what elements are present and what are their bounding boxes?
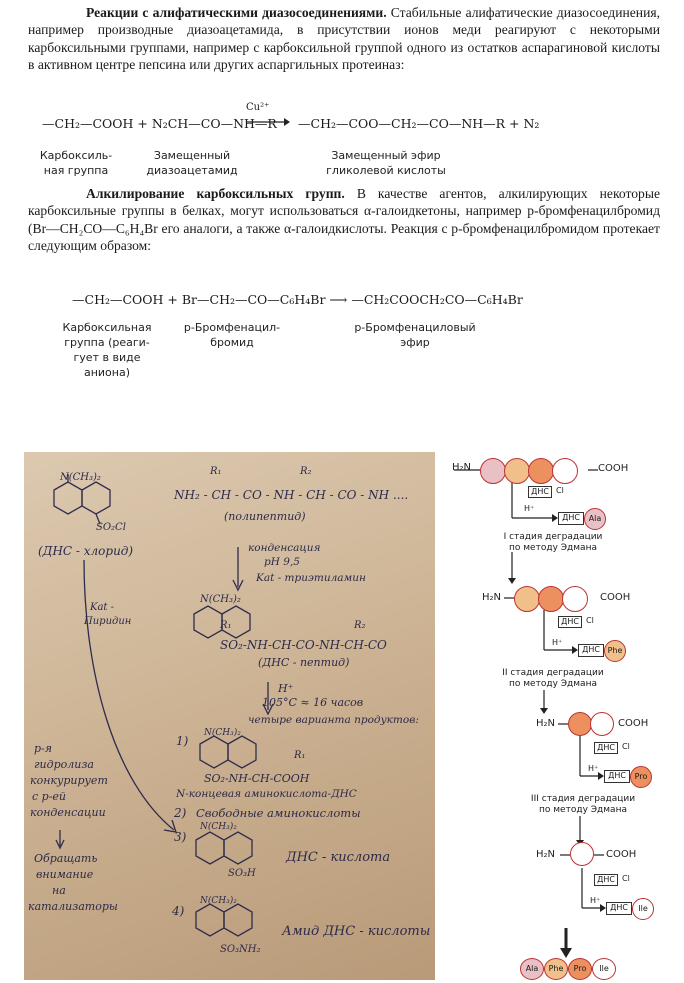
hw-product1: SO₂-NH-CH-COOH — [204, 772, 310, 785]
equation1-arrow — [244, 116, 290, 128]
eq2-caption-bromide-line1: p-Бромфенацил- — [183, 321, 281, 334]
hw-num-3: 3) — [174, 830, 187, 844]
hw-dns-peptide: SO₂-NH-CH-CO-NH-CH-CO — [220, 638, 387, 652]
residue-ile-2 — [562, 586, 588, 612]
hw-nme2-3: N(CH₃)₂ — [204, 728, 241, 738]
edman-hplus-3: H⁺ — [588, 764, 599, 773]
released-ala: Ala — [584, 508, 606, 530]
stage-1-label — [488, 532, 618, 554]
edman-h2n-2: H₂N — [482, 592, 502, 603]
hw-peptide: NH₂ - CH - CO - NH - CH - CO - NH .... — [174, 488, 409, 502]
residue-ile-3 — [590, 712, 614, 736]
hw-nme2-5: N(CH₃)₂ — [200, 896, 237, 906]
paragraph-diazo — [28, 4, 660, 74]
hw-side-6: Обращать — [34, 852, 98, 865]
eq1-caption-diazoacetamide — [142, 148, 242, 178]
hw-r2-2: R₂ — [354, 620, 366, 631]
hw-polypeptide: (полипептид) — [224, 510, 306, 523]
dns-product-4: ДНС — [606, 902, 632, 915]
naphthalene-ring-2 — [82, 482, 110, 514]
edman-hplus-1: H⁺ — [524, 504, 535, 513]
hw-nme2-2: N(CH₃)₂ — [200, 594, 241, 605]
paragraph-alkylation — [28, 185, 660, 255]
dns-box-4: ДНС — [594, 874, 618, 886]
sequence-pro: Pro — [568, 958, 592, 980]
stage-3-line2: по методу Эдмана — [539, 805, 627, 815]
dns-product-3: ДНС — [604, 770, 630, 783]
equation1-catalyst: Cu²⁺ — [246, 102, 270, 113]
hw-ph: pH 9,5 — [264, 556, 300, 568]
sequence-ala: Ala — [520, 958, 544, 980]
heading-alkylation: Алкилирование карбоксильных групп. — [86, 186, 345, 201]
eq2-caption-ester-line2: эфир — [400, 336, 430, 349]
hw-side-5: конденсации — [30, 806, 106, 819]
hw-condensation: конденсация — [248, 542, 321, 554]
sequence-ile: Ile — [592, 958, 616, 980]
hw-so3h: SO₃H — [228, 868, 256, 879]
paragraph-alkylation-text: В качестве агентов, алкилирующих некоторые карбоксильные группы в белках, могут использоваться α-галоидкетоны, например p-бромфенацилбромид (Br—CH₂CO—C₆H₄Br его аналоги, а также α-галоидкислоты. Реакция с p-бромфенацилбромидом протекает следующим образом: — [28, 186, 660, 254]
released-ile: Ile — [632, 898, 654, 920]
eq2-caption-ester — [340, 320, 490, 350]
hw-num-4: 4) — [172, 904, 185, 918]
hw-nme2-4: N(CH₃)₂ — [200, 822, 237, 832]
hw-side-4: с р-ей — [32, 790, 67, 803]
hw-product4: Амид ДНС - кислоты — [282, 924, 431, 939]
edman-degradation-diagram — [448, 452, 680, 980]
eq1-caption-carboxyl — [36, 148, 116, 178]
released-pro: Pro — [630, 766, 652, 788]
stage-1-line1: I стадия деградации — [503, 532, 603, 542]
edman-cooh-1: COOH — [598, 463, 629, 474]
stage-3-label — [518, 794, 648, 816]
residue-phe-1 — [504, 458, 530, 484]
eq1-caption-diazoacetamide-line1: Замещенный — [153, 149, 231, 162]
hw-r1-2: R₁ — [220, 620, 232, 631]
hw-pyridine: Пиридин — [84, 616, 132, 627]
edman-cooh-4: COOH — [606, 849, 637, 860]
hw-side-7: внимание — [36, 868, 94, 881]
sequence-phe: Phe — [544, 958, 568, 980]
eq1-caption-carboxyl-line1: Карбоксиль- — [39, 149, 113, 162]
released-phe: Phe — [604, 640, 626, 662]
residue-ile-1 — [552, 458, 578, 484]
eq2-caption-bromide-line2: бромид — [210, 336, 254, 349]
eq2-caption-bromide — [172, 320, 292, 350]
paragraph-diazo-text: Стабильные алифатические диазосоединения, например производные диазоацетамида, в присутствии ионов меди реагируют с некоторыми карбоксильными группами, например с карбоксильной группой одного из остатков аспарагиновой кислоты в активном центре пепсина или других аспаргильных протеиназ: — [28, 5, 660, 73]
edman-hplus-2: H⁺ — [552, 638, 563, 647]
edman-cl-2: Cl — [586, 616, 594, 625]
residue-pro-1 — [528, 458, 554, 484]
hw-r1: R₁ — [210, 466, 222, 477]
hw-r1-3: R₁ — [294, 750, 306, 761]
hw-num-1: 1) — [176, 734, 189, 748]
equation1-right: —CH₂—COO—CH₂—CO—NH—R + N₂ — [298, 116, 540, 131]
eq1-caption-ester-line2: гликолевой кислоты — [326, 164, 446, 177]
naphthalene-ring-1 — [54, 482, 82, 514]
residue-ile-4 — [570, 842, 594, 866]
hw-hplus: H⁺ — [278, 682, 294, 695]
equation1-left: —CH₂—COOH + N₂CH—CO—NH—R — [42, 116, 277, 131]
residue-pro-2 — [538, 586, 564, 612]
eq1-caption-ester — [316, 148, 456, 178]
eq2-caption-carboxyl-line1: Карбоксильная — [62, 321, 152, 334]
eq1-caption-ester-line1: Замещенный эфир — [331, 149, 441, 162]
eq2-caption-carboxyl-line3: гует в виде — [73, 351, 141, 364]
handwritten-notes-photo — [24, 452, 435, 980]
dns-box-1: ДНС — [528, 486, 552, 498]
eq1-caption-diazoacetamide-line2: диазоацетамид — [146, 164, 238, 177]
edman-cooh-3: COOH — [618, 718, 649, 729]
stage-2-line1: II стадия деградации — [502, 668, 604, 678]
edman-cl-4: Cl — [622, 874, 630, 883]
edman-cooh-2: COOH — [600, 592, 631, 603]
hw-side-2: гидролиза — [34, 758, 94, 771]
stage-1-line2: по методу Эдмана — [509, 543, 597, 553]
dns-box-2: ДНС — [558, 616, 582, 628]
residue-ala-1 — [480, 458, 506, 484]
stage-3-line1: III стадия деградации — [530, 794, 636, 804]
hw-four-variants: четыре варианта продуктов: — [248, 714, 419, 726]
hw-num-2: 2) — [174, 806, 187, 820]
hw-dns-chloride-label: (ДНС - хлорид) — [38, 544, 134, 558]
hw-product2: Свободные аминокислоты — [196, 806, 361, 820]
hw-product3: ДНС - кислота — [286, 850, 391, 865]
hw-kat: Kat - — [90, 602, 115, 613]
eq1-caption-carboxyl-line2: ная группа — [43, 164, 109, 177]
edman-cl-3: Cl — [622, 742, 630, 751]
edman-cl-1: Cl — [556, 486, 564, 495]
hw-product1-label: N-концевая аминокислота-ДНС — [176, 788, 357, 800]
hw-hydrolysis-conditions: 105°C ≈ 16 часов — [262, 696, 364, 709]
dns-product-2: ДНС — [578, 644, 604, 657]
edman-h2n-4: H₂N — [536, 849, 556, 860]
eq2-caption-carboxyl-line4: аниона) — [83, 366, 131, 379]
hw-side-1: р-я — [34, 742, 53, 755]
hw-side-9: катализаторы — [28, 900, 118, 913]
hw-so3nh2: SO₃NH₂ — [220, 944, 261, 955]
dns-product-1: ДНС — [558, 512, 584, 525]
hw-r2: R₂ — [300, 466, 312, 477]
hw-reagent-so2cl: SO₂Cl — [96, 522, 126, 533]
dns-box-3: ДНС — [594, 742, 618, 754]
stage-2-line2: по методу Эдмана — [509, 679, 597, 689]
eq2-caption-ester-line1: p-Бромфенациловый — [354, 321, 476, 334]
edman-h2n-3: H₂N — [536, 718, 556, 729]
edman-h2n-1: H₂N — [452, 462, 472, 473]
residue-phe-2 — [514, 586, 540, 612]
eq2-caption-carboxyl-line2: группа (реаги- — [64, 336, 150, 349]
residue-pro-3 — [568, 712, 592, 736]
hw-side-3: конкурирует — [30, 774, 108, 787]
hw-reagent-nme2: N(CH₃)₂ — [60, 472, 101, 483]
hw-catalyst-tea: Kat - триэтиламин — [256, 572, 366, 584]
heading-diazo: Реакции с алифатическими диазосоединениями. — [86, 5, 387, 20]
edman-hplus-4: H⁺ — [590, 896, 601, 905]
eq2-caption-carboxyl — [52, 320, 162, 380]
stage-2-label — [488, 668, 618, 690]
equation2: —CH₂—COOH + Br—CH₂—CO—C₆H₄Br ⟶ —CH₂COOCH₂CO—C₆H₄Br — [72, 292, 523, 307]
hw-dns-peptide-label: (ДНС - пептид) — [258, 656, 350, 669]
hw-side-8: на — [52, 884, 66, 897]
